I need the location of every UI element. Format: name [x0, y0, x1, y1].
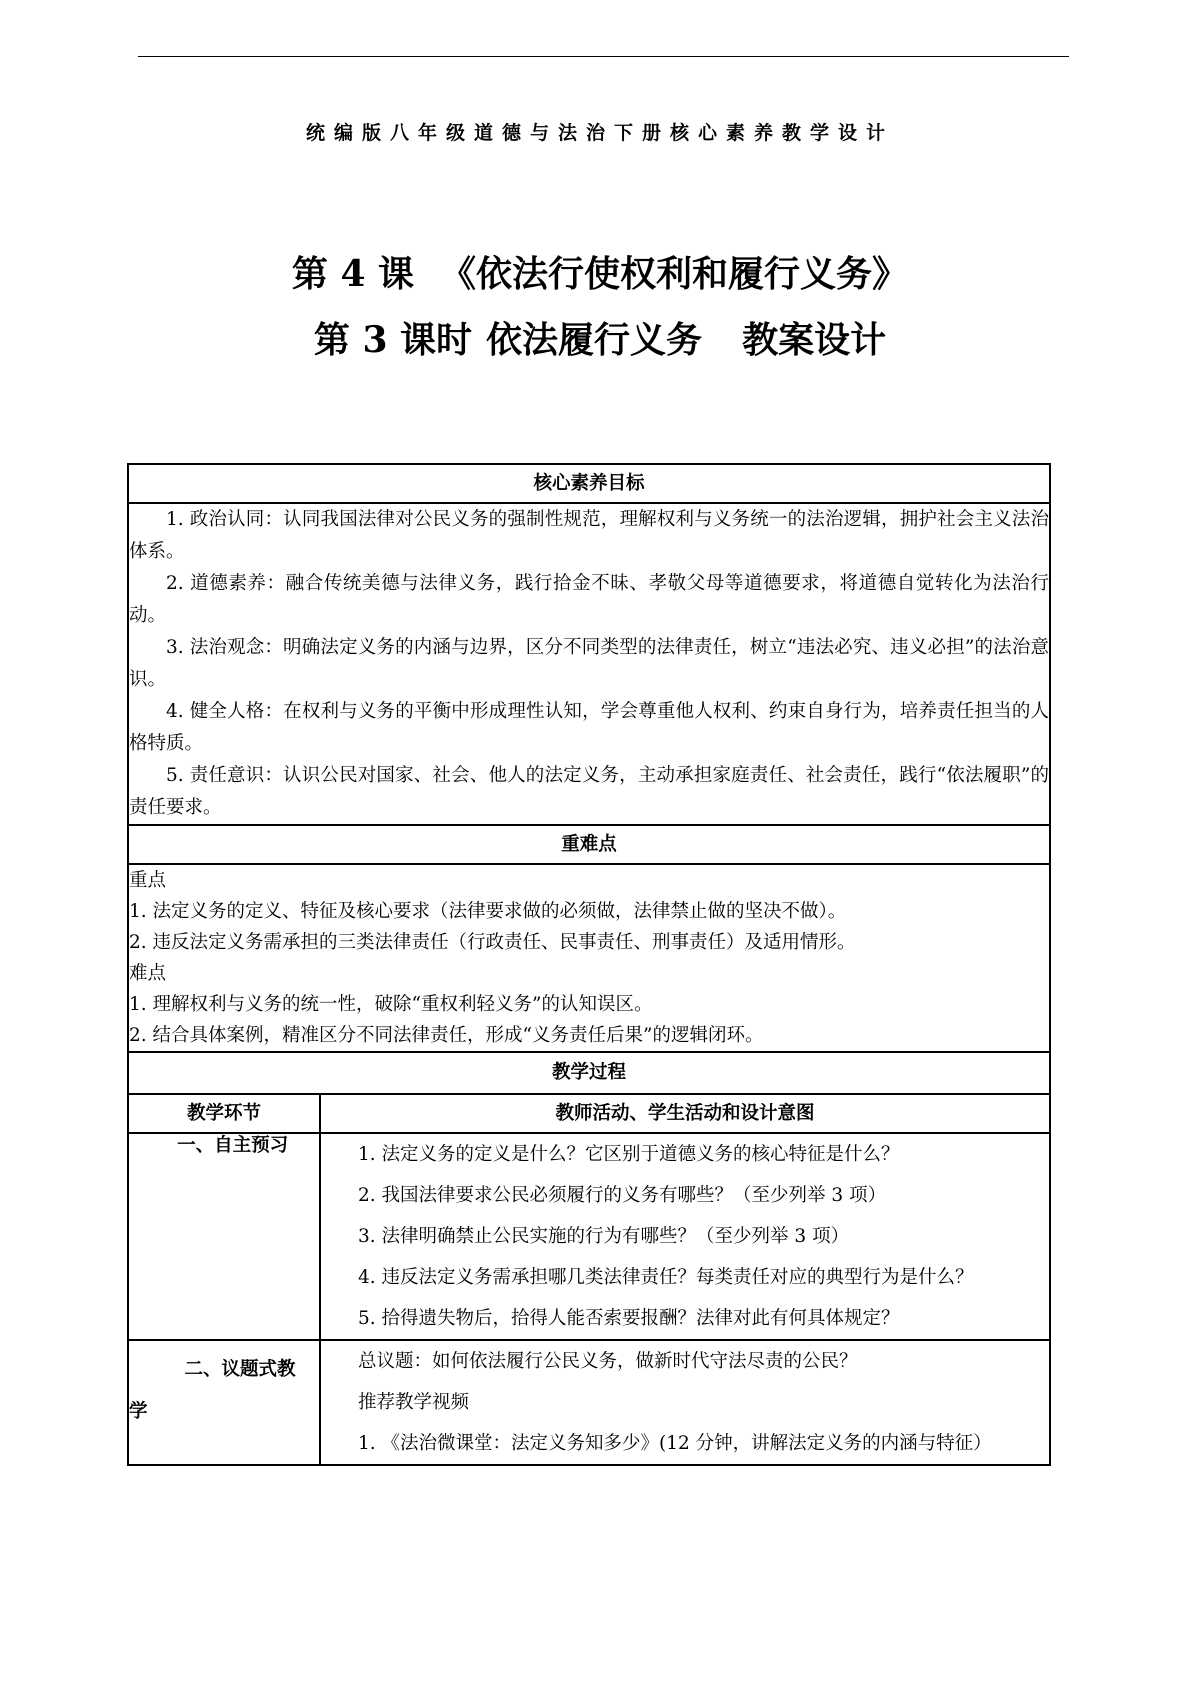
lesson-plan-table: [127, 463, 1051, 1466]
activity-item: 4. 违反法定义务需承担哪几类法律责任？每类责任对应的典型行为是什么？: [358, 1267, 974, 1288]
stage-row-preview: [128, 1133, 1050, 1340]
stage-activity: [320, 1340, 1050, 1465]
stage-label: [128, 1133, 320, 1340]
keypoints-heading: 重难点: [128, 825, 1050, 864]
goal-item: 1. 政治认同：认同我国法律对公民义务的强制性规范，理解权利与义务统一的法治逻辑，拥护社会主义法治体系。: [129, 509, 1050, 562]
column-stage: 教学环节: [128, 1094, 320, 1133]
stage-label-text: 学: [129, 1401, 148, 1422]
running-header: 统编版八年级道德与法治下册核心素养教学设计: [305, 122, 894, 144]
lesson-name: 《依法行使权利和履行义务》: [440, 253, 909, 295]
hard-item: 2. 结合具体案例，精准区分不同法律责任，形成“义务责任后果”的逻辑闭环。: [129, 1025, 764, 1046]
activity-item: 1. 法定义务的定义是什么？它区别于道德义务的核心特征是什么？: [358, 1144, 900, 1165]
activity-item: 3. 法律明确禁止公民实施的行为有哪些？（至少列举 3 项）: [358, 1226, 850, 1247]
goals-row: [128, 503, 1050, 825]
design-label: 教案设计: [742, 319, 887, 361]
period-number: 第 3 课时: [313, 319, 473, 361]
key-label: 重点: [129, 870, 167, 891]
period-name: 依法履行义务: [486, 319, 703, 361]
stage-label-text: 一、自主预习: [177, 1135, 289, 1156]
process-heading: 教学过程: [128, 1052, 1050, 1094]
goal-item: 4. 健全人格：在权利与义务的平衡中形成理性认知，学会尊重他人权利、约束自身行为，培养责任担当的人格特质。: [129, 701, 1050, 754]
activity-item: 2. 我国法律要求公民必须履行的义务有哪些？（至少列举 3 项）: [358, 1185, 887, 1206]
activity-item: 推荐教学视频: [358, 1392, 470, 1413]
process-column-row: [128, 1094, 1050, 1133]
hard-item: 1. 理解权利与义务的统一性，破除“重权利轻义务”的认知误区。: [129, 994, 653, 1015]
lesson-title: [0, 246, 1200, 297]
activity-item: 总议题：如何依法履行公民义务，做新时代守法尽责的公民？: [358, 1351, 858, 1372]
keypoints-content: [128, 864, 1050, 1052]
keypoints-heading-row: [128, 825, 1050, 864]
goal-item: 2. 道德素养：融合传统美德与法律义务，践行拾金不昧、孝敬父母等道德要求，将道德自觉转化为法治行动。: [129, 573, 1050, 626]
keypoints-row: [128, 864, 1050, 1052]
activity-item: 1. 《法治微课堂：法定义务知多少》(12 分钟，讲解法定义务的内涵与特征）: [358, 1433, 992, 1454]
goals-content: [128, 503, 1050, 825]
stage-activity: [320, 1133, 1050, 1340]
lesson-number: 第 4 课: [291, 253, 415, 295]
process-heading-row: [128, 1052, 1050, 1094]
top-rule: [138, 56, 1069, 57]
hard-label: 难点: [129, 963, 167, 984]
key-item: 1. 法定义务的定义、特征及核心要求（法律要求做的必须做，法律禁止做的坚决不做）。: [129, 901, 847, 922]
goal-item: 3. 法治观念：明确法定义务的内涵与边界，区分不同类型的法律责任，树立“违法必究、违义必担”的法治意识。: [129, 637, 1050, 690]
activity-item: 5. 拾得遗失物后，拾得人能否索要报酬？法律对此有何具体规定？: [358, 1308, 900, 1329]
stage-label: [128, 1340, 320, 1465]
stage-row-discussion: [128, 1340, 1050, 1465]
goals-heading-row: [128, 464, 1050, 503]
goals-heading: 核心素养目标: [128, 464, 1050, 503]
period-title: [0, 312, 1200, 363]
goal-item: 5. 责任意识：认识公民对国家、社会、他人的法定义务，主动承担家庭责任、社会责任，践行“依法履职”的责任要求。: [129, 765, 1050, 818]
key-item: 2. 违反法定义务需承担的三类法律责任（行政责任、民事责任、刑事责任）及适用情形。: [129, 932, 856, 953]
column-activity: 教师活动、学生活动和设计意图: [320, 1094, 1050, 1133]
stage-label-text: 二、议题式教: [184, 1359, 296, 1380]
